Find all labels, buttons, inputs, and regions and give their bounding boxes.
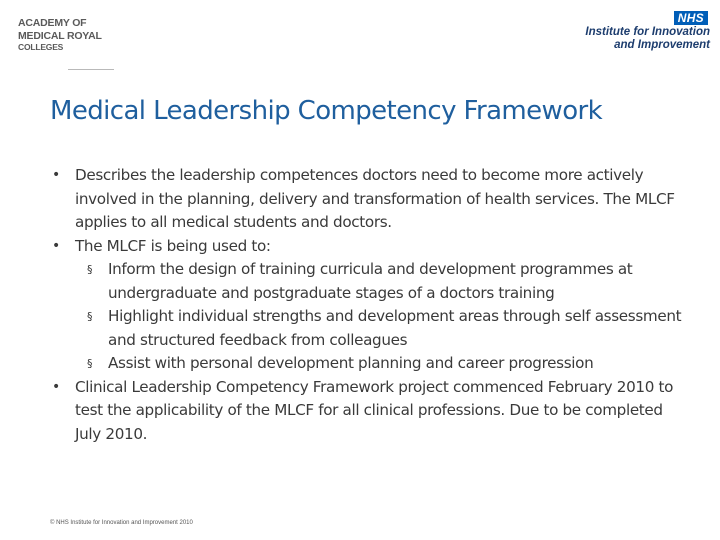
bullet-list	[52, 164, 682, 446]
copyright-footer: © NHS Institute for Innovation and Improvement 2010	[50, 520, 193, 526]
bullet-dot: •	[52, 237, 60, 254]
nhs-badge: NHS	[674, 11, 708, 25]
sub-bullet-text: Inform the design of training curricula and development programmes at undergraduate and postgraduate stages of a doctors training	[108, 260, 633, 302]
sub-bullet-item	[52, 352, 682, 376]
sub-bullet-text: Assist with personal development planning and career progression	[108, 354, 594, 372]
bullet-item	[52, 376, 682, 447]
academy-logo-line-3: COLLEGES	[18, 42, 64, 52]
sub-bullet-marker: §	[87, 263, 93, 276]
bullet-item	[52, 235, 682, 259]
bullet-dot: •	[52, 167, 60, 183]
nhs-institute-logo	[550, 10, 710, 50]
sub-bullet-text: Highlight individual strengths and development areas through self assessment and structured feedback from colleagues	[108, 307, 682, 349]
bullet-text: The MLCF is being used to:	[75, 236, 271, 255]
academy-logo	[18, 17, 128, 52]
slide-title: Medical Leadership Competency Framework	[50, 96, 603, 126]
bullet-text: Clinical Leadership Competency Framework project commenced February 2010 to test the applicability of the MLCF for all clinical professions. Due to be completed July 2010.	[75, 377, 674, 443]
nhs-logo-line-2: and Improvement	[614, 39, 710, 51]
sub-bullet-marker: §	[87, 357, 93, 370]
sub-bullet-item	[52, 258, 682, 305]
nhs-logo-line-1: Institute for Innovation	[585, 26, 710, 38]
sub-bullet-marker: §	[87, 310, 93, 323]
bullet-item	[52, 164, 682, 235]
academy-logo-line-2: MEDICAL ROYAL	[18, 29, 102, 42]
bullet-dot: •	[52, 378, 60, 395]
sub-bullet-item	[52, 305, 682, 352]
bullet-text: Describes the leadership competences doctors need to become more actively involved in the planning, delivery and transformation of health services. The MLCF applies to all medical students and doctors.	[75, 166, 675, 231]
academy-logo-rule	[68, 69, 114, 70]
academy-logo-line-1: ACADEMY OF	[18, 17, 87, 29]
